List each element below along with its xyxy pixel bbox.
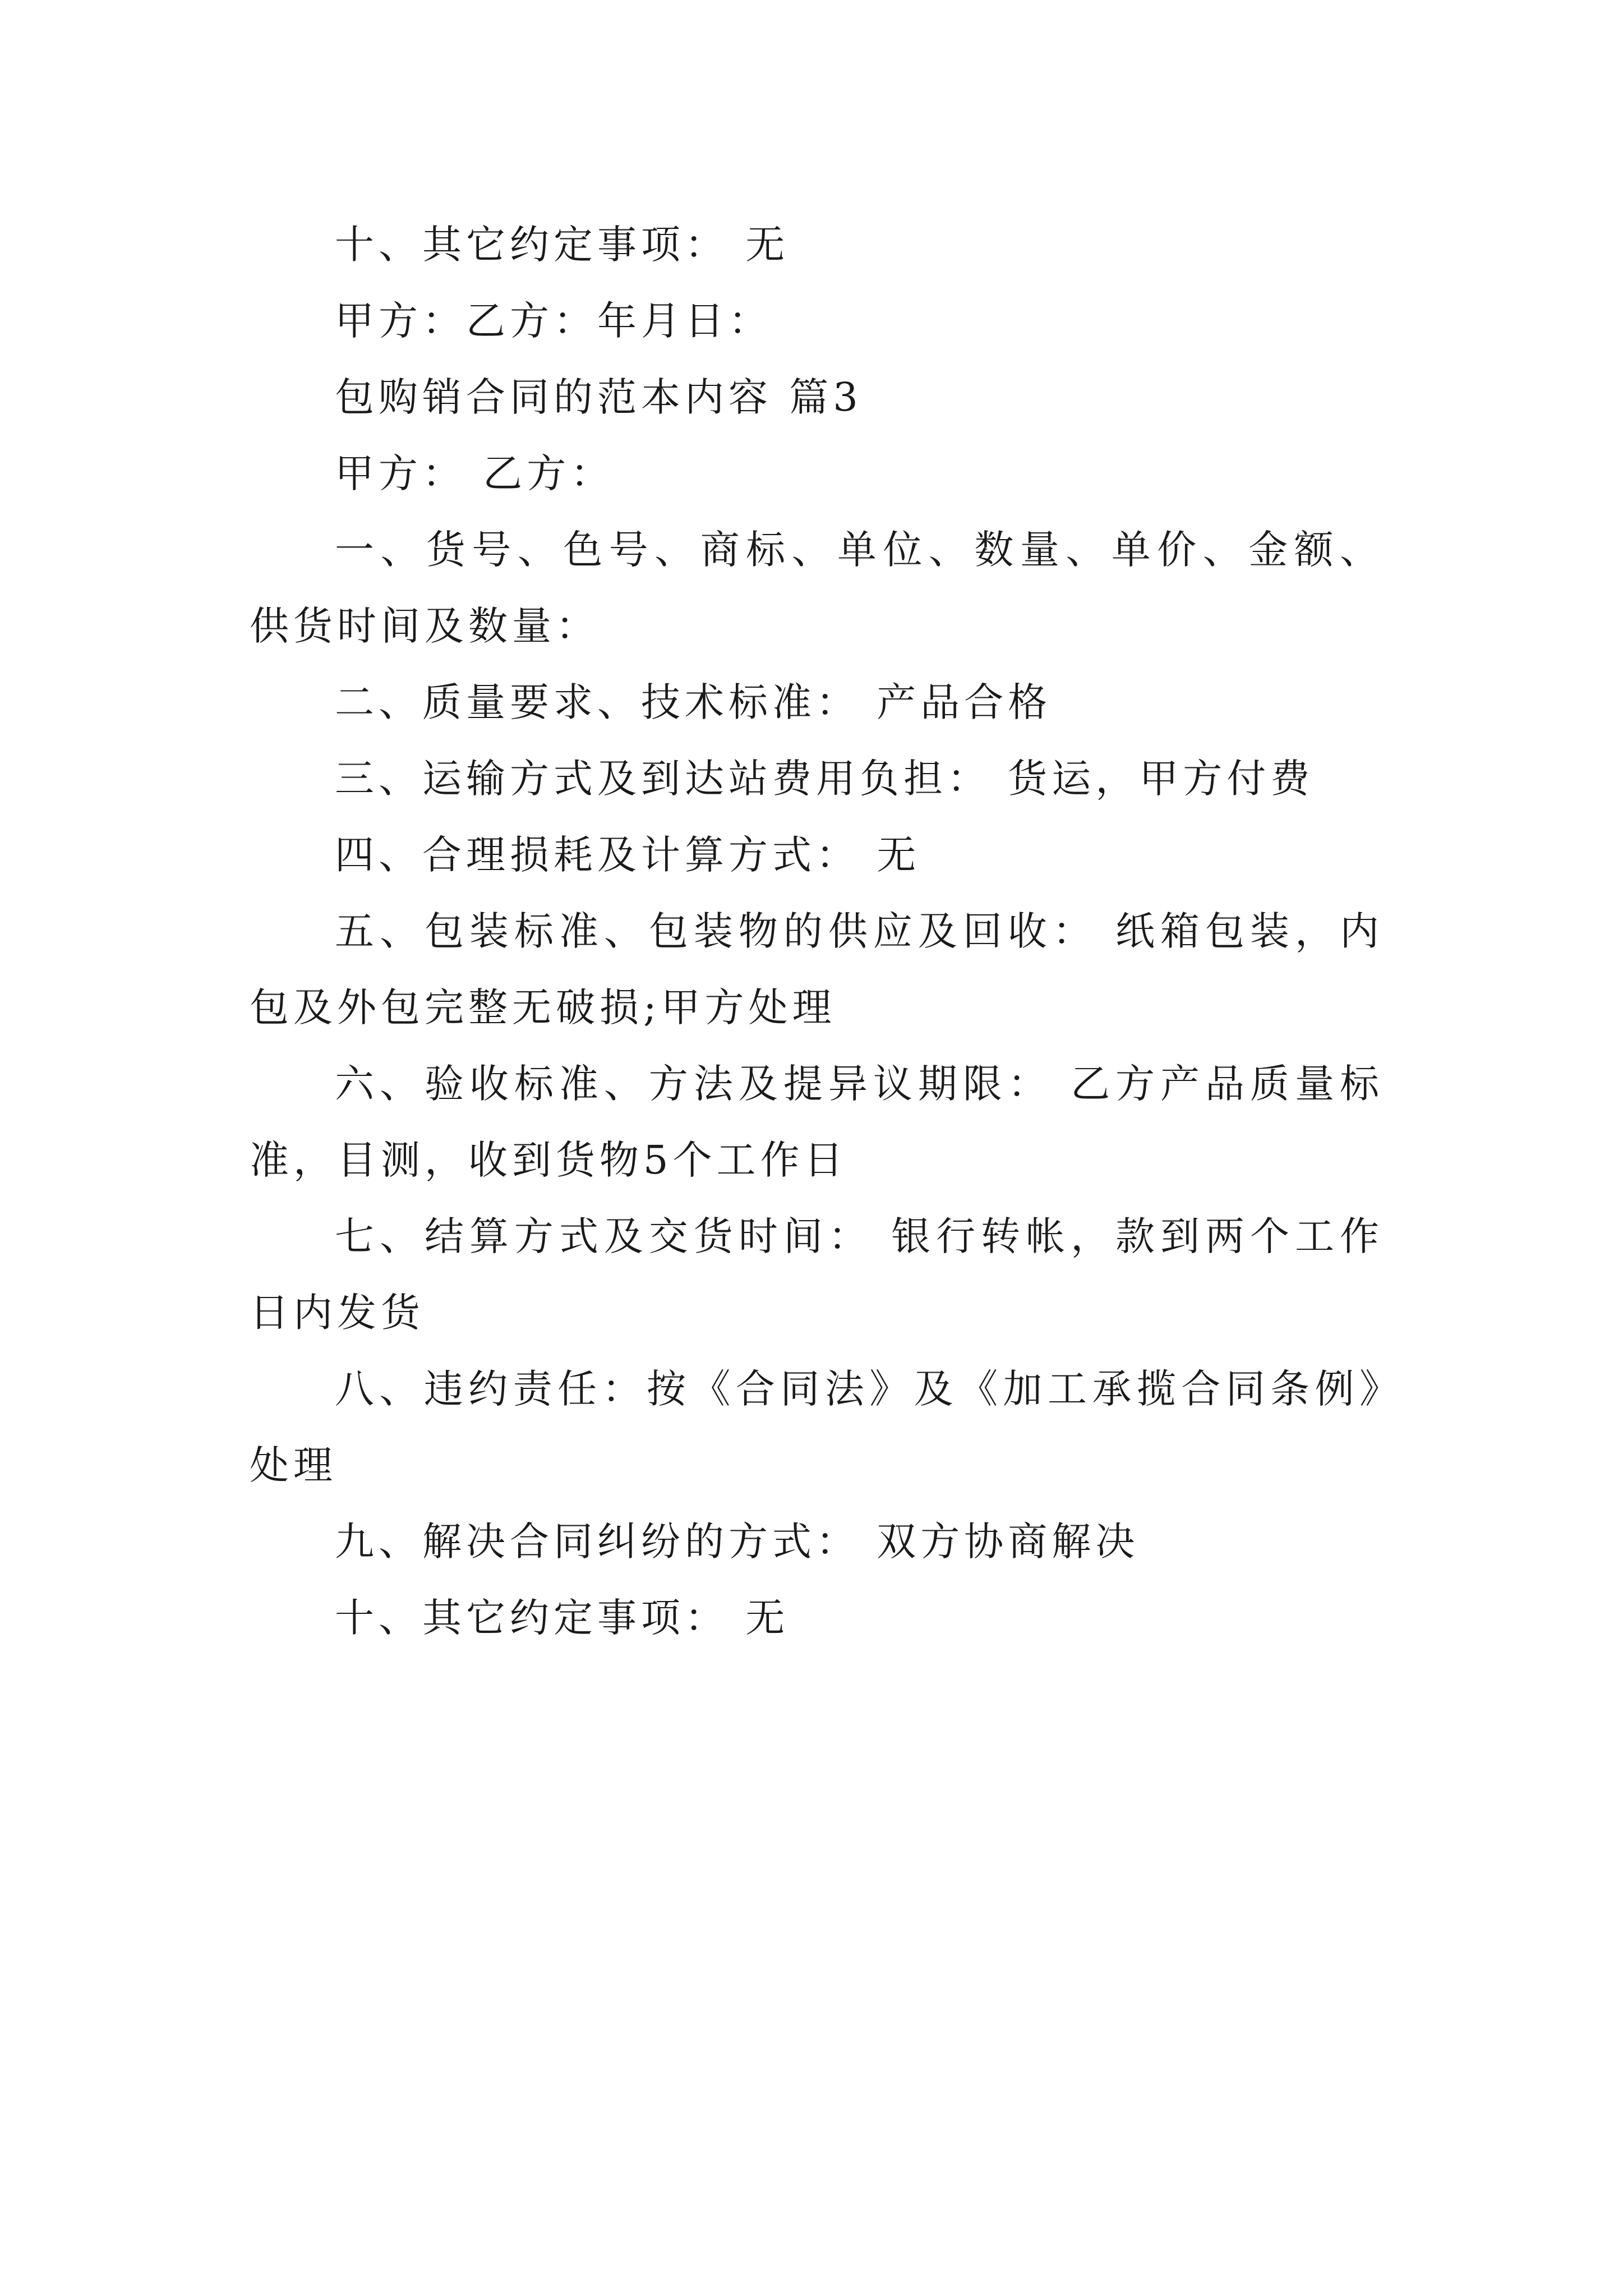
document-body bbox=[250, 206, 1384, 1656]
paragraph-signatures: 甲方：乙方：年月日： bbox=[335, 298, 772, 344]
clause-5: 五、包装标准、包装物的供应及回收： 纸箱包装，内包及外包完整无破损;甲方处理 bbox=[250, 908, 1384, 1030]
clause-8: 八、违约责任：按《合同法》及《加工承揽合同条例》处理 bbox=[250, 1366, 1384, 1488]
clause-10: 十、其它约定事项： 无 bbox=[335, 1595, 790, 1641]
clause-4: 四、合理损耗及计算方式： 无 bbox=[335, 832, 921, 878]
clause-7: 七、结算方式及交货时间： 银行转帐，款到两个工作日内发货 bbox=[250, 1213, 1384, 1336]
clause-9: 九、解决合同纠纷的方式： 双方协商解决 bbox=[335, 1519, 1140, 1565]
clause-1: 一、货号、色号、商标、单位、数量、单价、金额、供货时间及数量： bbox=[250, 527, 1384, 649]
clause-3: 三、运输方式及到达站费用负担： 货运，甲方付费 bbox=[335, 756, 1315, 802]
clause-2: 二、质量要求、技术标准： 产品合格 bbox=[335, 679, 1052, 725]
paragraph-other-terms: 十、其它约定事项： 无 bbox=[335, 222, 790, 268]
paragraph-parties: 甲方： 乙方： bbox=[335, 450, 615, 496]
section-heading: 包购销合同的范本内容 篇3 bbox=[335, 374, 863, 420]
clause-6: 六、验收标准、方法及提异议期限： 乙方产品质量标准，目测，收到货物5个工作日 bbox=[250, 1061, 1384, 1183]
